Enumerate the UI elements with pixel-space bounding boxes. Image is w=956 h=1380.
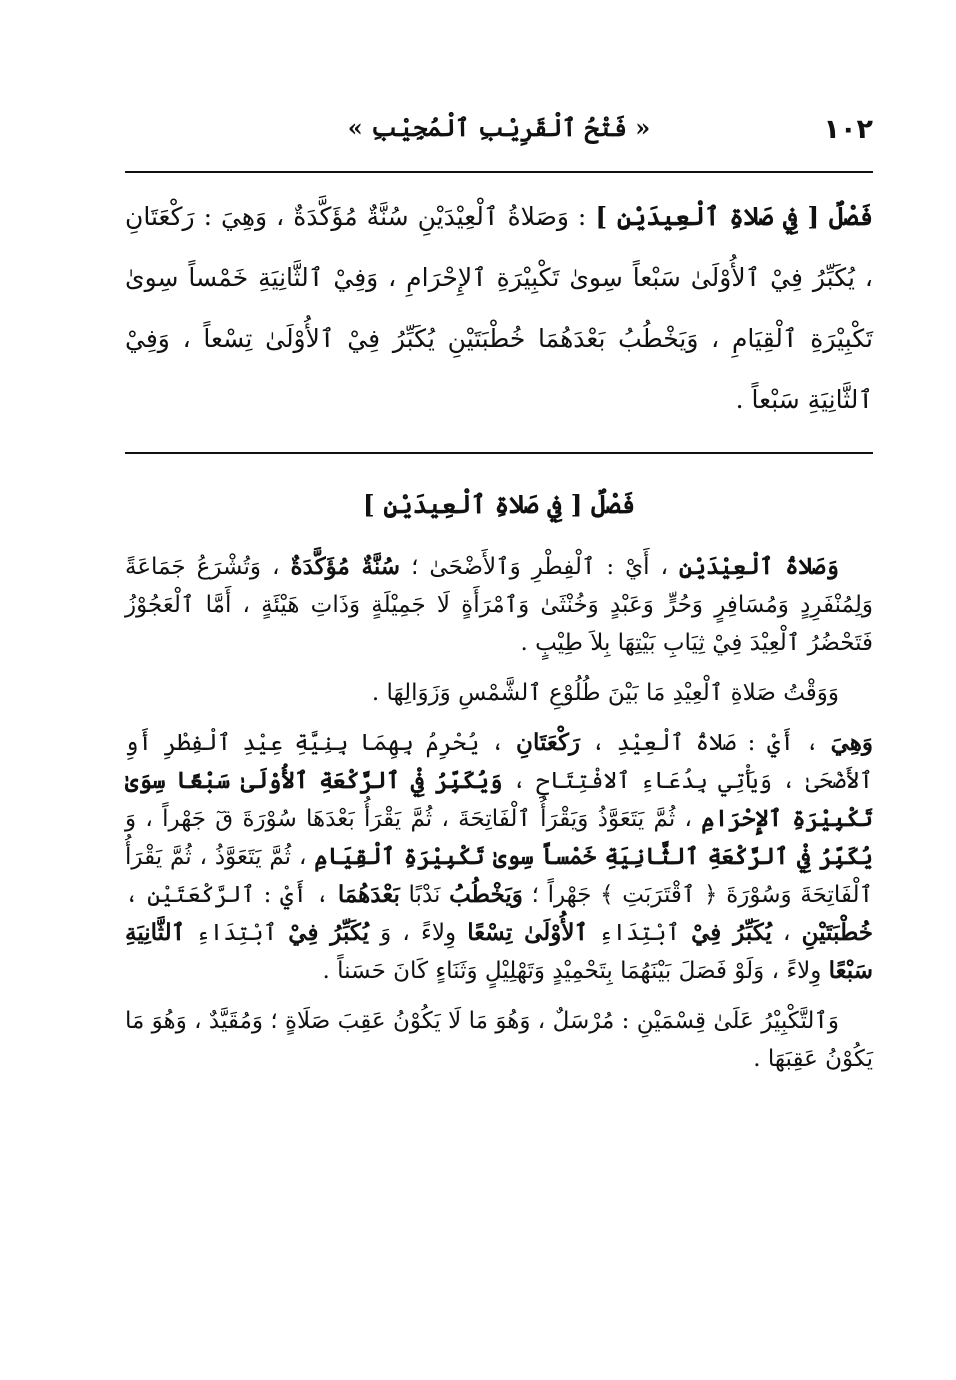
page-number: ١٠٢ xyxy=(823,114,873,145)
matn-text-block xyxy=(125,186,873,430)
book-page xyxy=(125,108,873,1298)
commentary-text: ، أَيْ : ٱلرَّكْعَتَيْنِ ، xyxy=(125,882,338,908)
commentary-text: ، وَتُشْرَعُ جَمَاعَةً وَلِمُنْفَرِدٍ وَمُسَافِرٍ وَحُرٍّ وَعَبْدٍ وَخُنْثَىٰ وَٱمْرَأَةٍ لَا جَمِيْلَةٍ وَذَاتِ هَيْئَةٍ ، أَمَّا ٱلْعَجُوْزُ فَتَحْضُرُ ٱلْعِيْدَ فِيْ ثِيَابِ بَيْتِهَا بِلاَ طِيْبٍ . xyxy=(125,554,873,656)
commentary-paragraph-1 xyxy=(125,548,873,662)
matn-quote: ٱلثَّانِيَةِ سَبْعًا xyxy=(125,919,873,984)
matn-quote: ٱلأُوْلَىٰ تِسْعًا xyxy=(467,919,588,946)
matn-quote: سُنَّةٌ مُؤَكَّدَةٌ xyxy=(290,553,401,580)
matn-quote: خُطْبَتَيْنِ xyxy=(801,919,874,946)
matn-quote: وَيُكَبِّرُ فِيْ ٱلرَّكْعَةِ ٱلأُوْلَىٰ سَبْعًا سِوَىٰ تَكْبِيْرَةِ ٱلإِحْرَامِ xyxy=(125,767,873,832)
sharh-commentary xyxy=(125,548,873,1090)
commentary-paragraph-3 xyxy=(125,724,873,990)
commentary-text: ، ثُمَّ يَتَعَوَّذُ وَيَقْرَأُ ٱلْفَاتِحَةَ ، ثُمَّ يَقْرَأُ بَعْدَهَا سُوْرَةَ قٓ جَهْراً ، وَ xyxy=(125,806,702,832)
commentary-text: وِلاءً ، وَلَوْ فَصَلَ بَيْنَهُمَا بِتَحْمِيْدٍ وَتَهْلِيْلٍ وَثَنَاءٍ كَانَ حَسَناً . xyxy=(322,958,829,984)
commentary-text: نَدْبًا xyxy=(399,882,450,908)
commentary-text: ، أَيْ : صَلاةُ ٱلْعِيْدِ ، xyxy=(580,730,831,756)
matn-quote: وَصَلاةُ ٱلْعِيْدَيْنِ xyxy=(679,553,840,580)
page-header xyxy=(125,108,873,158)
commentary-text: ، أَيْ : ٱلْفِطْرِ وَٱلأَضْحَىٰ ؛ xyxy=(400,554,680,580)
matn-quote: يُكَبِّرُ فِيْ xyxy=(288,919,370,946)
matn-body: : وَصَلاةُ ٱلْعِيْدَيْنِ سُنَّةٌ مُؤَكَّدَةٌ ، وَهِيَ : رَكْعَتَانِ ، يُكَبِّرُ فِيْ ٱلأُوْلَىٰ سَبْعاً سِوىٰ تَكْبِيْرَةِ ٱلإِحْرَامِ ، وَفِيْ ٱلثَّانِيَةِ خَمْساً سِوىٰ تَكْبِيْرَةِ ٱلْقِيَامِ ، وَيَخْطُبُ بَعْدَهُمَا خُطْبَتَيْنِ يُكَبِّرُ فِيْ ٱلأُوْلَىٰ تِسْعاً ، وَفِيْ ٱلثَّانِيَةِ سَبْعاً . xyxy=(125,202,873,414)
commentary-text: ، xyxy=(771,920,802,946)
commentary-text: ٱبْتِدَاءِ xyxy=(587,920,692,946)
matn-quote: بَعْدَهُمَا xyxy=(337,881,400,908)
matn-chapter-title: فَصْلٌ [ فِي صَلاةِ ٱلْعِيدَيْنِ ] xyxy=(595,202,873,231)
matn-quote: يُكَبِّرُ فِيْ xyxy=(691,919,772,946)
commentary-paragraph-4: وَٱلتَّكْبِيْرُ عَلَىٰ قِسْمَيْنِ : مُرْسَلٌ ، وَهُوَ مَا لَا يَكُوْنُ عَقِبَ صَلَاةٍ ؛ وَمُقَيَّدٌ ، وَهُوَ مَا يَكُوْنُ عَقِبَهَا . xyxy=(125,1008,873,1072)
matn-quote: وَيَخْطُبُ xyxy=(449,881,523,908)
commentary-text: ، ثُمَّ يَتَعَوَّذُ ، ثُمَّ يَقْرَأُ ٱلْفَاتِحَةَ وَسُوْرَةَ ﴿ ٱقْتَرَبَتِ ﴾ جَهْراً ؛ xyxy=(125,844,873,908)
matn-quote: يُكَبِّرُ فِيْ ٱلرَّكْعَةِ ٱلثَّانِيَةِ خَمْساً سِوىٰ تَكْبِيْرَةِ ٱلْقِيَامِ xyxy=(314,843,874,870)
matn-divider xyxy=(125,452,873,454)
commentary-text: ، يُحْرِمُ بِهِمَا بِنِيَّةِ عِيْدِ ٱلْفِطْرِ أَوِ ٱلأَضْحَىٰ ، وَيَأْتِي بِدُعَاءِ ٱلافْتِتَاحِ ، xyxy=(125,730,874,794)
commentary-text: وِلاءً ، وَ xyxy=(369,920,468,946)
matn-quote: وَهِيَ xyxy=(830,729,873,756)
header-divider xyxy=(125,171,873,173)
commentary-paragraph-2: وَوَقْتُ صَلاةِ ٱلْعِيْدِ مَا بَيْنَ طُلُوْعِ ٱلشَّمْسِ وَزَوَالِهَا . xyxy=(371,680,839,706)
matn-quote: رَكْعَتَانِ xyxy=(516,729,581,756)
sharh-chapter-heading: فَصْلٌ [ فِي صَلاةِ ٱلْعِيدَيْنِ ] xyxy=(362,490,636,519)
commentary-text: ٱبْتِدَاءِ xyxy=(185,920,289,946)
running-title: « فَتْحُ ٱلْقَرِيْبِ ٱلْمُجِيْبِ » xyxy=(347,113,651,142)
